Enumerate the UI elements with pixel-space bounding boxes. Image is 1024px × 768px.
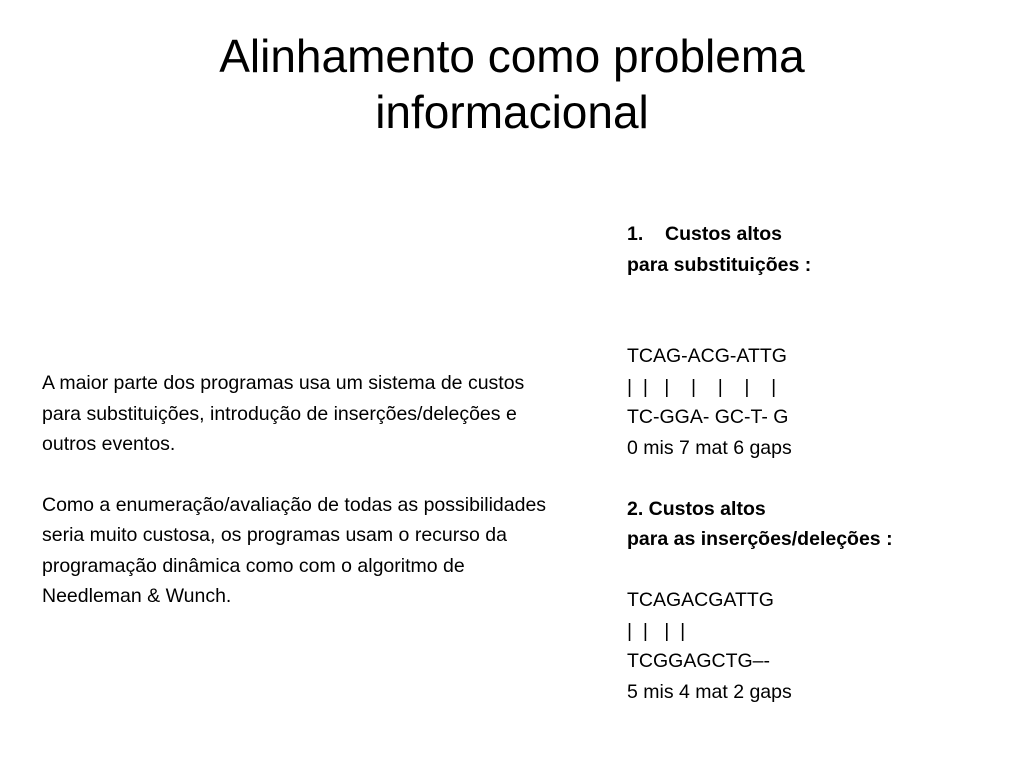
case-2-heading: 2. Custos altos [627,497,766,520]
left-text-block [42,368,562,612]
case-1-match-line: | | | | | | | [627,375,777,398]
case-1-subheading: para substituições : [627,253,812,276]
case-1-sequence-1: TCAG-ACG-ATTG [627,345,787,367]
case-1-score: 0 mis 7 mat 6 gaps [627,436,792,459]
case-1-heading [627,219,1017,250]
alignment-examples [627,219,1017,707]
case-2-subheading: para as inserções/deleções : [627,528,893,550]
slide-title-line-1: Alinhamento como problema [219,30,805,82]
slide-title [0,28,1024,140]
case-2-score: 5 mis 4 mat 2 gaps [627,680,792,703]
paragraph-dynamic-programming: Como a enumeração/avaliação de todas as possibilidades seria muito custosa, os programas usam o recurso da programação dinâmica como com o algoritmo de Needleman & Wunch. [42,493,547,607]
case-2-sequence-2: TCGGAGCTG–- [627,650,771,672]
case-2-sequence-1: TCAGACGATTG [627,589,774,611]
paragraph-cost-systems: A maior parte dos programas usa um sistema de custos para substituições, introdução de inserções/deleções e outros eventos. [42,372,525,455]
case-2-block [627,494,1017,708]
slide-title-line-2: informacional [375,86,649,138]
case-1-heading-text: Custos altos [665,223,783,245]
case-1-block [627,219,1017,463]
case-1-sequence-2: TC-GGA- GC-T- G [627,406,789,428]
case-1-number: 1. [627,223,644,245]
case-2-match-line: | | | | [627,619,686,642]
